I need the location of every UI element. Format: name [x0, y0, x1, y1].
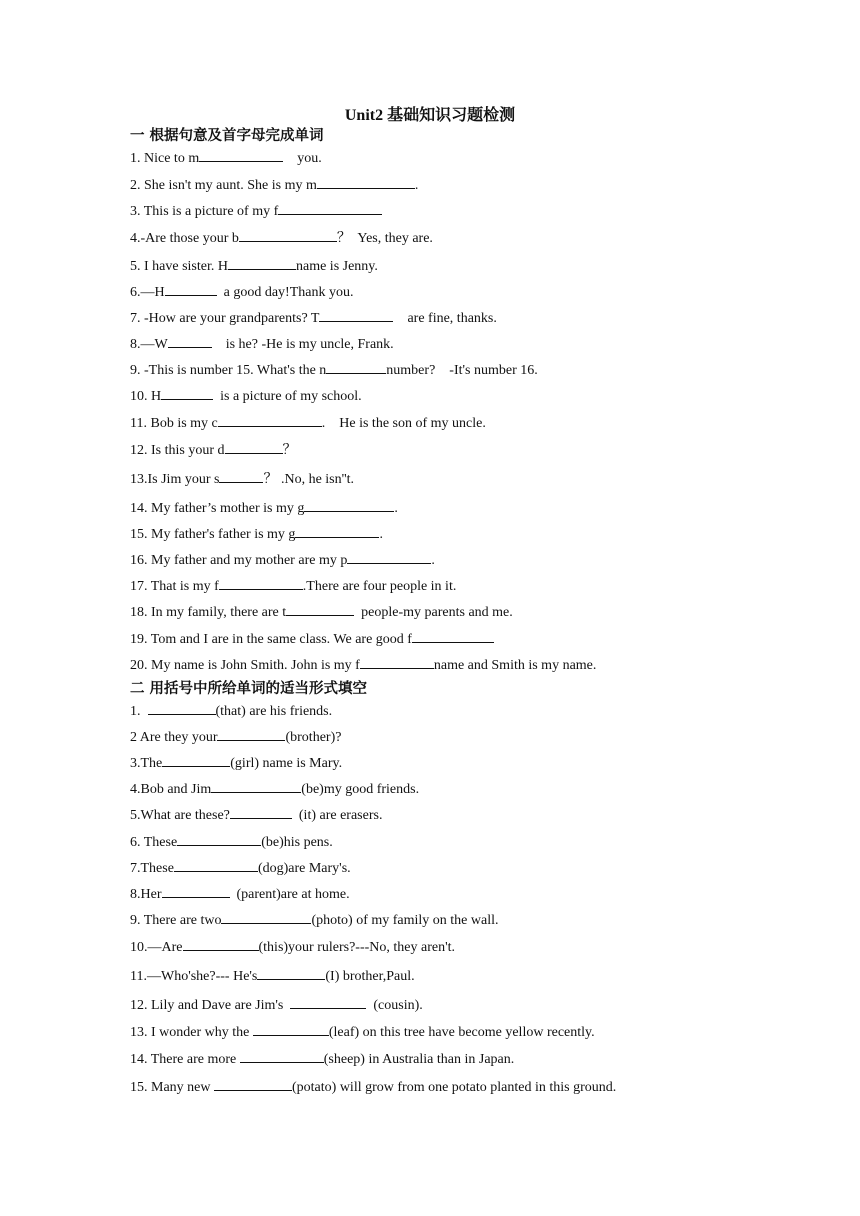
s1-question-20: 20. My name is John Smith. John is my f name and Smith is my name. — [130, 653, 596, 676]
answer-blank[interactable] — [218, 411, 322, 427]
answer-blank[interactable] — [239, 226, 337, 242]
answer-blank[interactable] — [162, 882, 230, 898]
s1-question-16: 16. My father and my mother are my p . — [130, 548, 435, 571]
s2-question-6: 6. These (be)his pens. — [130, 830, 333, 853]
answer-blank[interactable] — [278, 199, 382, 215]
answer-blank[interactable] — [148, 699, 216, 715]
s2-question-10: 10.—Are (this)your rulers?---No, they aren't. — [130, 935, 455, 958]
answer-blank[interactable] — [221, 908, 311, 924]
s1-question-18: 18. In my family, there are t people-my parents and me. — [130, 600, 513, 623]
s1-question-2: 2. She isn't my aunt. She is my m . — [130, 173, 418, 196]
answer-blank[interactable] — [174, 856, 258, 872]
s2-question-7: 7.These (dog)are Mary's. — [130, 856, 351, 879]
s1-question-8: 8.—W is he? -He is my uncle, Frank. — [130, 332, 394, 355]
s2-question-14: 14. There are more (sheep) in Australia than in Japan. — [130, 1047, 514, 1070]
s1-question-1: 1. Nice to m you. — [130, 146, 322, 169]
answer-blank[interactable] — [326, 358, 386, 374]
s1-question-19: 19. Tom and I are in the same class. We are good f — [130, 627, 494, 650]
s1-question-14: 14. My father’s mother is my g . — [130, 496, 398, 519]
s2-question-2: 2 Are they your (brother)? — [130, 725, 341, 748]
answer-blank[interactable] — [219, 574, 303, 590]
answer-blank[interactable] — [304, 496, 394, 512]
answer-blank[interactable] — [161, 384, 213, 400]
answer-blank[interactable] — [290, 993, 366, 1009]
answer-blank[interactable] — [286, 600, 354, 616]
answer-blank[interactable] — [253, 1020, 329, 1036]
answer-blank[interactable] — [240, 1047, 324, 1063]
s2-question-4: 4.Bob and Jim (be)my good friends. — [130, 777, 419, 800]
answer-blank[interactable] — [347, 548, 431, 564]
s1-question-6: 6.—H a good day!Thank you. — [130, 280, 353, 303]
s2-question-13: 13. I wonder why the (leaf) on this tree have become yellow recently. — [130, 1020, 595, 1043]
answer-blank[interactable] — [183, 935, 259, 951]
s2-question-1: 1. (that) are his friends. — [130, 699, 332, 722]
s2-question-11: 11.—Who'she?--- He's (I) brother,Paul. — [130, 964, 415, 987]
answer-blank[interactable] — [165, 280, 217, 296]
s1-question-15: 15. My father's father is my g . — [130, 522, 383, 545]
answer-blank[interactable] — [177, 830, 261, 846]
s1-question-7: 7. -How are your grandparents? T are fine, thanks. — [130, 306, 497, 329]
s1-question-5: 5. I have sister. H name is Jenny. — [130, 254, 378, 277]
s1-question-4: 4.-Are those your b ？ Yes, they are. — [130, 226, 433, 249]
s1-question-12: 12. Is this your d ？ — [130, 438, 297, 461]
answer-blank[interactable] — [228, 254, 296, 270]
s1-question-9: 9. -This is number 15. What's the n number? -It's number 16. — [130, 358, 538, 381]
answer-blank[interactable] — [219, 467, 263, 483]
answer-blank[interactable] — [211, 777, 301, 793]
s2-question-8: 8.Her (parent)are at home. — [130, 882, 350, 905]
section-1-heading: 一 根据句意及首字母完成单词 — [130, 128, 324, 144]
answer-blank[interactable] — [214, 1075, 292, 1091]
answer-blank[interactable] — [257, 964, 325, 980]
answer-blank[interactable] — [168, 332, 212, 348]
answer-blank[interactable] — [317, 173, 415, 189]
section-2-heading: 二 用括号中所给单词的适当形式填空 — [130, 681, 368, 697]
s1-question-13: 13.Is Jim your s ？ .No, he isn''t. — [130, 467, 354, 490]
s2-question-3: 3.The (girl) name is Mary. — [130, 751, 342, 774]
s1-question-11: 11. Bob is my c . He is the son of my uncle. — [130, 411, 486, 434]
s2-question-5: 5.What are these? (it) are erasers. — [130, 803, 382, 826]
s2-question-9: 9. There are two (photo) of my family on the wall. — [130, 908, 499, 931]
s1-question-10: 10. H is a picture of my school. — [130, 384, 362, 407]
worksheet-title: Unit2 基础知识习题检测 — [344, 107, 516, 124]
s1-question-17: 17. That is my f .There are four people in it. — [130, 574, 456, 597]
answer-blank[interactable] — [230, 803, 292, 819]
answer-blank[interactable] — [319, 306, 393, 322]
answer-blank[interactable] — [360, 653, 434, 669]
answer-blank[interactable] — [199, 146, 283, 162]
answer-blank[interactable] — [295, 522, 379, 538]
s2-question-15: 15. Many new (potato) will grow from one potato planted in this ground. — [130, 1075, 616, 1098]
answer-blank[interactable] — [225, 438, 283, 454]
s1-question-3: 3. This is a picture of my f — [130, 199, 382, 222]
answer-blank[interactable] — [412, 627, 494, 643]
answer-blank[interactable] — [217, 725, 285, 741]
s2-question-12: 12. Lily and Dave are Jim's (cousin). — [130, 993, 423, 1016]
answer-blank[interactable] — [162, 751, 230, 767]
